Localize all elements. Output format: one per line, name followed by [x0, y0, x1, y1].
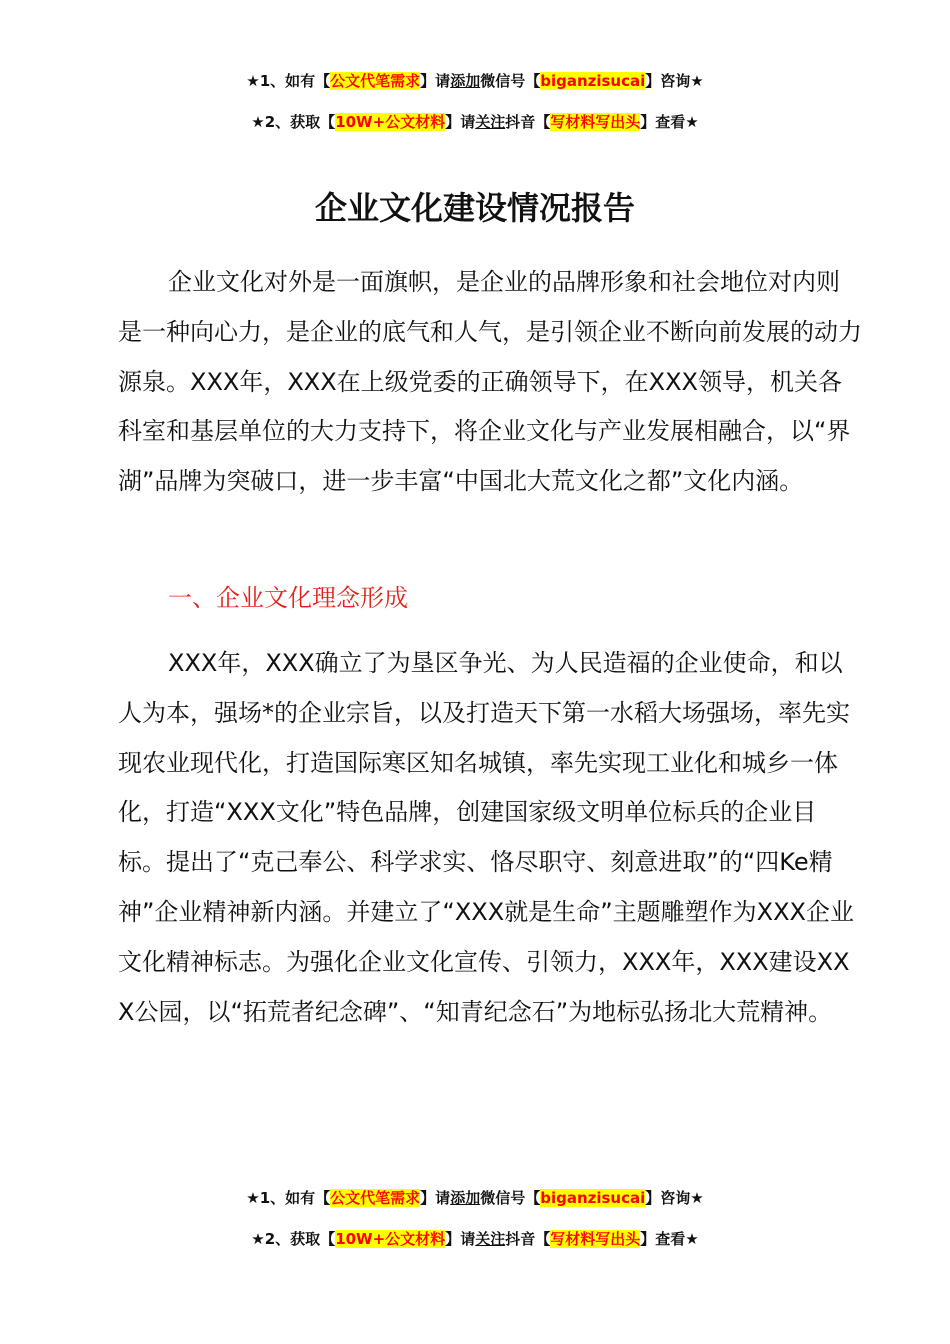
document-title: 企业文化建设情况报告: [314, 189, 635, 227]
underlined-text: 关注: [475, 1230, 506, 1248]
banner-text: ★2、获取【: [251, 113, 336, 131]
promo-banner-top-line2: [0, 112, 950, 132]
banner-text: 】查看★: [640, 1230, 699, 1248]
banner-text: 微信号【: [480, 72, 541, 90]
banner-text: ★2、获取【: [251, 1230, 336, 1248]
banner-text: 抖音【: [505, 1230, 551, 1248]
underlined-text: 添加: [450, 1189, 481, 1207]
underlined-text: 添加: [450, 72, 481, 90]
highlight-text: 10W+公文材料: [335, 113, 446, 131]
promo-banner-top-line1: [0, 71, 950, 91]
wechat-id-highlight: biganzisucai: [540, 72, 646, 90]
section-heading: 一、企业文化理念形成: [168, 584, 408, 612]
douyin-account-highlight: 写材料写出头: [550, 1230, 641, 1248]
wechat-id-highlight: biganzisucai: [540, 1189, 646, 1207]
promo-banner-bottom-line2: [0, 1229, 950, 1249]
intro-paragraph: 企业文化对外是一面旗帜，是企业的品牌形象和社会地位对内则是一种向心力，是企业的底气和人气，是引领企业不断向前发展的动力源泉。XXX年，XXX在上级党委的正确领导下，在XXX领导，机关各科室和基层单位的大力支持下，将企业文化与产业发展相融合，以“界湖”品牌为突破口，进一步丰富“中国北大荒文化之都”文化内涵。: [118, 268, 862, 496]
banner-text: ★1、如有【: [246, 1189, 331, 1207]
banner-text: 】请: [420, 72, 451, 90]
underlined-text: 关注: [475, 113, 506, 131]
banner-text: 】请: [445, 113, 476, 131]
banner-text: 】咨询★: [645, 1189, 704, 1207]
highlight-text: 10W+公文材料: [335, 1230, 446, 1248]
banner-text: 抖音【: [505, 113, 551, 131]
banner-text: 】查看★: [640, 113, 699, 131]
banner-text: 】咨询★: [645, 72, 704, 90]
promo-banner-bottom-line1: [0, 1188, 950, 1208]
banner-text: 微信号【: [480, 1189, 541, 1207]
highlight-text: 公文代笔需求: [330, 72, 421, 90]
douyin-account-highlight: 写材料写出头: [550, 113, 641, 131]
highlight-text: 公文代笔需求: [330, 1189, 421, 1207]
banner-text: 】请: [445, 1230, 476, 1248]
section-body-paragraph: XXX年，XXX确立了为垦区争光、为人民造福的企业使命，和以人为本，强场*的企业宗旨，以及打造天下第一水稻大场强场，率先实现农业现代化，打造国际寒区知名城镇，率先实现工业化和城乡一体化，打造“XXX文化”特色品牌，创建国家级文明单位标兵的企业目标。提出了“克己奉公、科学求实、恪尽职守、刻意进取”的“四Ke精神”企业精神新内涵。并建立了“XXX就是生命”主题雕塑作为XXX企业文化精神标志。为强化企业文化宣传、引领力，XXX年，XXX建设XXX公园，以“拓荒者纪念碑”、“知青纪念石”为地标弘扬北大荒精神。: [118, 649, 854, 1026]
banner-text: ★1、如有【: [246, 72, 331, 90]
banner-text: 】请: [420, 1189, 451, 1207]
